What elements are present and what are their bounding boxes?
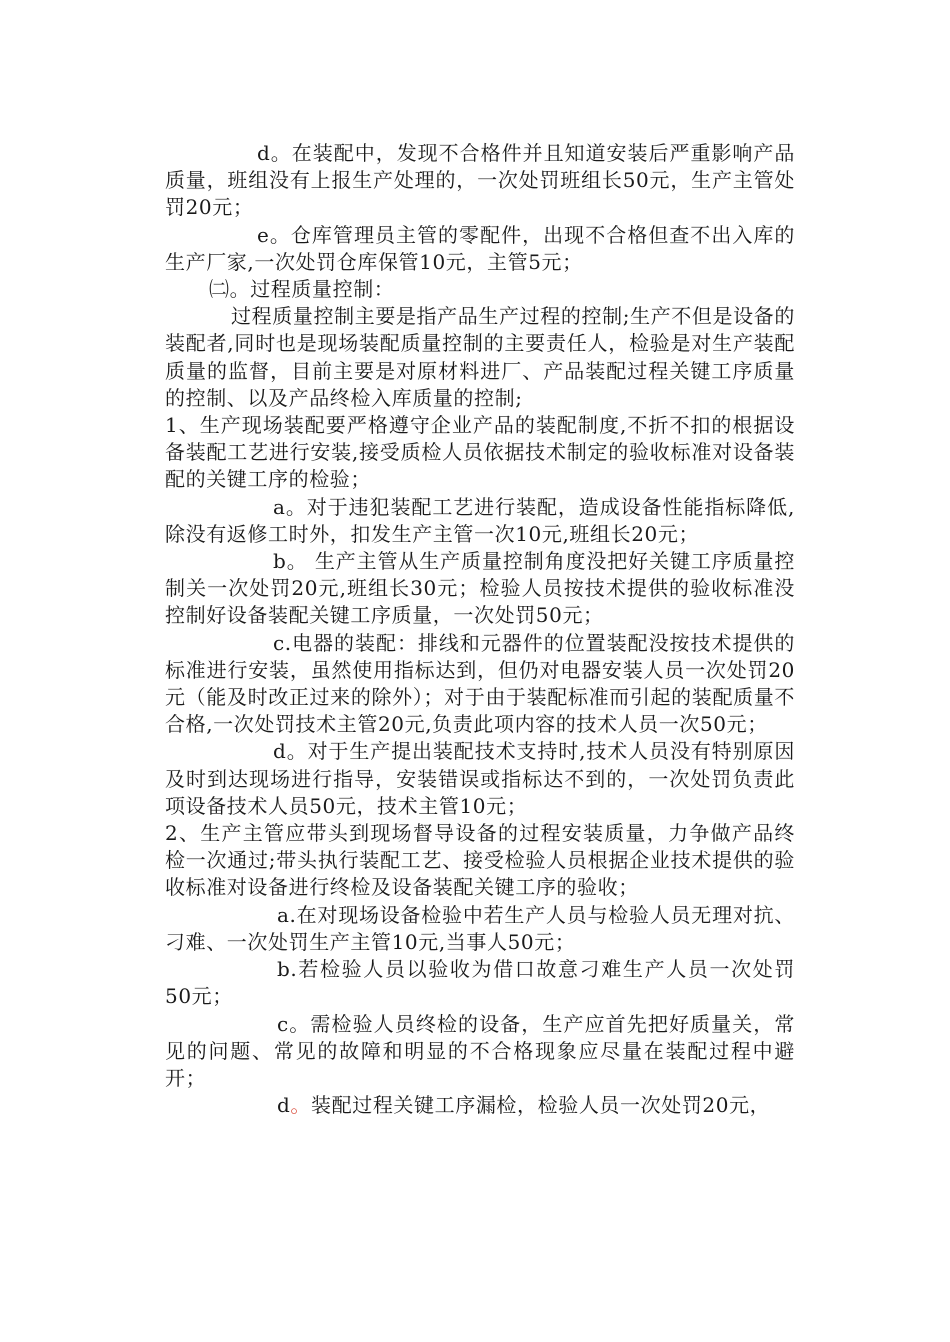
- paragraph-2c: c。需检验人员终检的设备，生产应首先把好质量关，常见的问题、常见的故障和明显的不合格现象应尽量在装配过程中避开；: [165, 1011, 795, 1090]
- paragraph-2b: b.若检验人员以验收为借口故意刁难生产人员一次处罚50元；: [165, 957, 795, 1009]
- paragraph-2a: a.在对现场设备检验中若生产人员与检验人员无理对抗、刁难、一次处罚生产主管10元,当事人50元；: [165, 902, 795, 954]
- document-body: [165, 140, 795, 1119]
- paragraph-1c: c.电器的装配：排线和元器件的位置装配没按技术提供的标准进行安装，虽然使用指标达到，但仍对电器安装人员一次处罚20元（能及时改正过来的除外）；对于由于装配标准而引起的装配质量不合格,一次处罚技术主管20元,负责此项内容的技术人员一次50元；: [165, 630, 795, 737]
- paragraph-2d-text: 装配过程关键工序漏检，检验人员一次处罚20元，: [311, 1093, 771, 1118]
- paragraph-1a: a。对于违犯装配工艺进行装配，造成设备性能指标降低,除没有返修工时外，扣发生产主管一次10元,班组长20元；: [165, 494, 795, 546]
- section-heading-process-quality: ㈡。过程质量控制：: [209, 277, 395, 302]
- paragraph-2d: [165, 1092, 795, 1119]
- paragraph-e-warehouse-parts: e。仓库管理员主管的零配件，出现不合格但查不出入库的生产厂家,一次处罚仓库保管10元，主管5元；: [165, 222, 795, 274]
- paragraph-item-2: 2、生产主管应带头到现场督导设备的过程安装质量，力争做产品终检一次通过;带头执行装配工艺、接受检验人员根据企业技术提供的验收标准对设备进行终检及设备装配关键工序的验收；: [165, 821, 795, 900]
- paragraph-1d: d。对于生产提出装配技术支持时,技术人员没有特别原因及时到达现场进行指导，安装错误或指标达不到的，一次处罚负责此项设备技术人员50元，技术主管10元；: [165, 739, 795, 818]
- paragraph-2d-letter: d: [277, 1093, 291, 1118]
- paragraph-item-1: 1、生产现场装配要严格遵守企业产品的装配制度,不折不扣的根据设备装配工艺进行安装,接受质检人员依据技术制定的验收标准对设备装配的关键工序的检验；: [165, 413, 795, 492]
- paragraph-2d-mark: 。: [290, 1093, 312, 1118]
- paragraph-1b: b。 生产主管从生产质量控制角度没把好关键工序质量控制关一次处罚20元,班组长30元；检验人员按技术提供的验收标准没控制好设备装配关键工序质量，一次处罚50元；: [165, 549, 795, 628]
- paragraph-process-quality-intro: 过程质量控制主要是指产品生产过程的控制;生产不但是设备的装配者,同时也是现场装配质量控制的主要责任人，检验是对生产装配质量的监督，目前主要是对原材料进厂、产品装配过程关键工序质量的控制、以及产品终检入库质量的控制;: [165, 304, 795, 410]
- paragraph-d-unqualified-parts: d。在装配中，发现不合格件并且知道安装后严重影响产品质量，班组没有上报生产处理的，一次处罚班组长50元，生产主管处罚20元；: [165, 141, 795, 220]
